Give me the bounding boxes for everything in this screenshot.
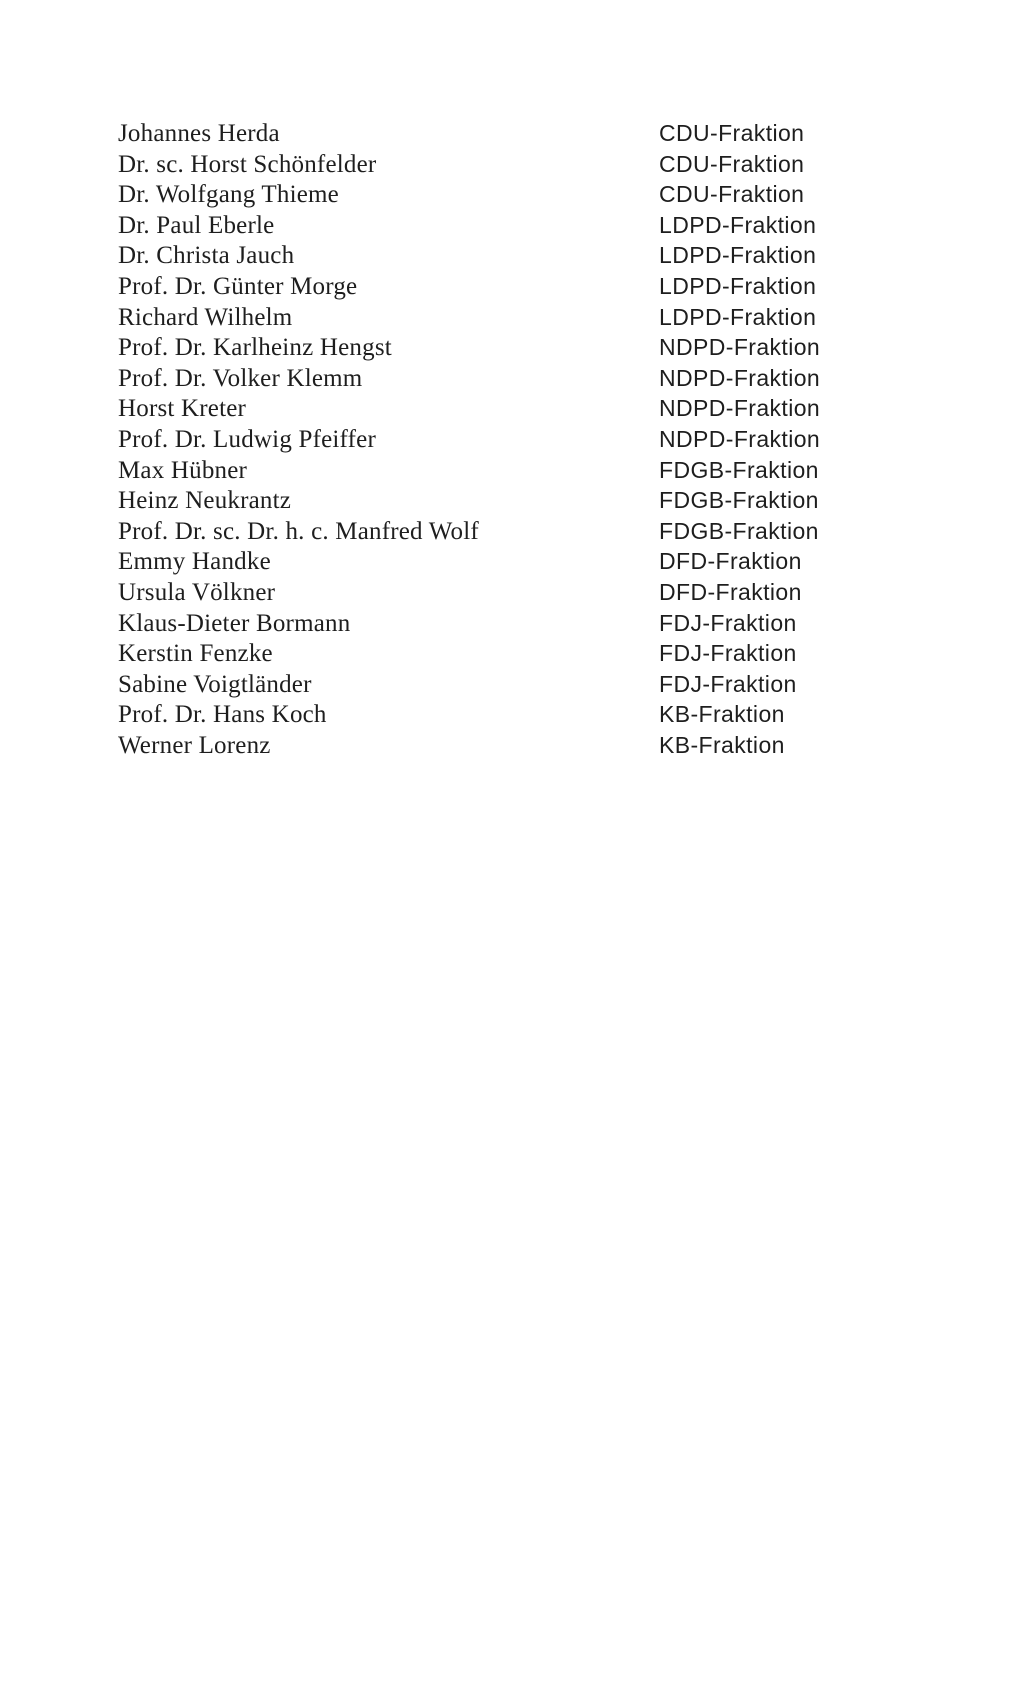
member-name: Prof. Dr. sc. Dr. h. c. Manfred Wolf: [118, 517, 479, 545]
member-faction: FDJ-Fraktion: [659, 609, 797, 636]
member-faction: FDGB-Fraktion: [659, 456, 819, 483]
member-faction: NDPD-Fraktion: [659, 334, 821, 361]
list-item: [118, 546, 878, 577]
member-name: Klaus-Dieter Bormann: [118, 609, 351, 637]
member-faction: FDJ-Fraktion: [659, 670, 797, 697]
list-item: [118, 240, 878, 271]
member-faction: KB-Fraktion: [659, 731, 785, 758]
list-item: [118, 669, 878, 700]
list-item: [118, 516, 878, 547]
member-faction: LDPD-Fraktion: [659, 272, 817, 299]
list-item: [118, 302, 878, 333]
list-item: [118, 730, 878, 761]
member-faction: FDGB-Fraktion: [659, 517, 819, 544]
member-faction: LDPD-Fraktion: [659, 303, 817, 330]
member-faction: FDJ-Fraktion: [659, 640, 797, 667]
member-name: Kerstin Fenzke: [118, 640, 273, 668]
member-name: Max Hübner: [118, 456, 248, 484]
member-name: Johannes Herda: [118, 120, 280, 147]
list-item: [118, 179, 878, 210]
list-item: [118, 424, 878, 455]
member-name: Prof. Dr. Karlheinz Hengst: [118, 334, 392, 362]
member-faction: CDU-Fraktion: [659, 120, 805, 146]
member-faction: CDU-Fraktion: [659, 181, 805, 208]
list-item: [118, 271, 878, 302]
member-faction: LDPD-Fraktion: [659, 242, 817, 269]
member-faction: NDPD-Fraktion: [659, 425, 821, 452]
list-item: [118, 363, 878, 394]
list-item: [118, 393, 878, 424]
member-faction: NDPD-Fraktion: [659, 395, 821, 422]
member-name: Richard Wilhelm: [118, 303, 293, 331]
member-faction: DFD-Fraktion: [659, 548, 802, 575]
member-name: Prof. Dr. Hans Koch: [118, 701, 327, 729]
member-faction: FDGB-Fraktion: [659, 487, 819, 514]
member-name: Heinz Neukrantz: [118, 487, 292, 515]
member-faction: LDPD-Fraktion: [659, 211, 817, 238]
member-faction: DFD-Fraktion: [659, 578, 802, 605]
member-faction: NDPD-Fraktion: [659, 364, 821, 391]
member-name: Dr. sc. Horst Schönfelder: [118, 150, 377, 178]
member-faction: CDU-Fraktion: [659, 150, 805, 177]
member-name: Dr. Christa Jauch: [118, 242, 295, 270]
member-name: Horst Kreter: [118, 395, 247, 423]
list-item: [118, 577, 878, 608]
member-name: Dr. Paul Eberle: [118, 211, 275, 239]
member-faction: KB-Fraktion: [659, 701, 785, 728]
member-name: Emmy Handke: [118, 548, 271, 576]
list-item: [118, 699, 878, 730]
member-name: Werner Lorenz: [118, 731, 271, 759]
list-item: [118, 608, 878, 639]
member-name: Prof. Dr. Volker Klemm: [118, 364, 363, 392]
list-item: [118, 210, 878, 241]
list-item: [118, 332, 878, 363]
list-item: [118, 638, 878, 669]
list-item: [118, 455, 878, 486]
list-item: [118, 149, 878, 180]
list-item: [118, 485, 878, 516]
member-name: Prof. Dr. Günter Morge: [118, 272, 358, 300]
member-name: Prof. Dr. Ludwig Pfeiffer: [118, 425, 376, 453]
list-item: [118, 118, 878, 149]
member-list: [118, 118, 878, 760]
member-name: Sabine Voigtländer: [118, 670, 312, 698]
member-name: Ursula Völkner: [118, 578, 276, 606]
member-name: Dr. Wolfgang Thieme: [118, 181, 339, 209]
